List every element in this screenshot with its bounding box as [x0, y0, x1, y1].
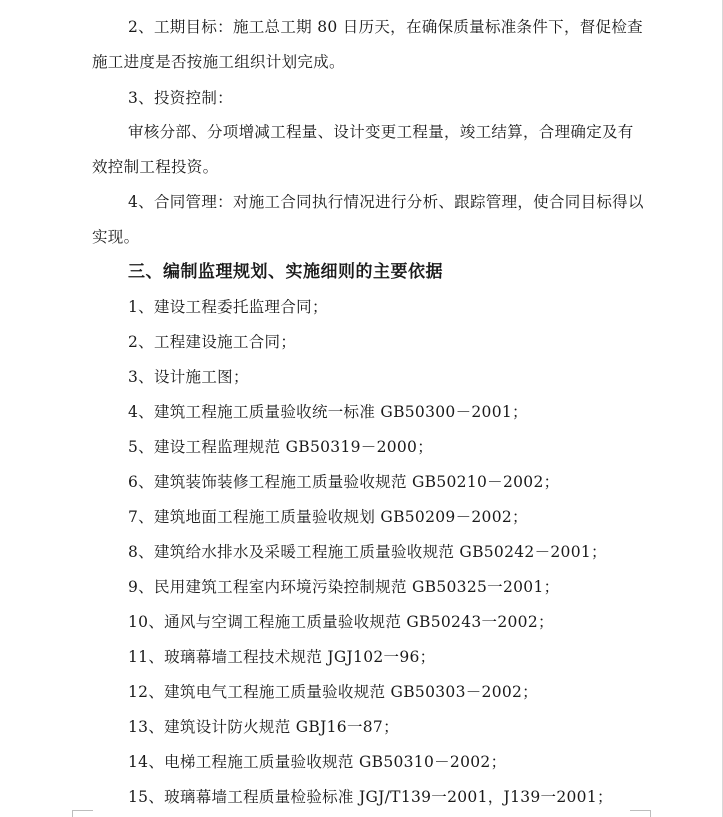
basis-list-item: 6、建筑装饰装修工程施工质量验收规范 GB50210－2002； — [128, 473, 560, 491]
basis-list-item: 10、通风与空调工程施工质量验收规范 GB50243一2002； — [128, 613, 554, 631]
basis-list-item: 12、建筑电气工程施工质量验收规范 GB50303－2002； — [128, 683, 538, 701]
basis-list-item: 1、建设工程委托监理合同； — [128, 298, 328, 316]
basis-list-item: 5、建设工程监理规范 GB50319－2000； — [128, 438, 434, 456]
basis-list-item: 13、建筑设计防火规范 GBJ16一87； — [128, 718, 399, 736]
paragraph-audit-line1: 审核分部、分项增减工程量、设计变更工程量，竣工结算，合理确定及有 — [128, 123, 634, 141]
paragraph-audit-line2: 效控制工程投资。 — [92, 158, 219, 176]
basis-list-item: 14、电梯工程施工质量验收规范 GB50310－2002； — [128, 753, 507, 771]
paragraph-investment-control: 3、投资控制： — [128, 89, 233, 107]
basis-list-item: 3、设计施工图； — [128, 368, 249, 386]
paragraph-schedule-goal-line1: 2、工期目标：施工总工期 80 日历天，在确保质量标准条件下，督促检查 — [128, 18, 643, 36]
paragraph-contract-management-line1: 4、合同管理：对施工合同执行情况进行分析、跟踪管理，使合同目标得以 — [128, 193, 644, 211]
page-corner-mark-right — [630, 810, 651, 817]
paragraph-contract-management-line2: 实现。 — [92, 228, 140, 246]
basis-list-item: 15、玻璃幕墙工程质量检验标准 JGJ/T139一2001，J139一2001； — [128, 788, 613, 806]
basis-list-item: 9、民用建筑工程室内环境污染控制规范 GB50325一2001； — [128, 578, 560, 596]
section-heading: 三、编制监理规划、实施细则的主要依据 — [128, 262, 443, 282]
basis-list-item: 11、玻璃幕墙工程技术规范 JGJ102一96； — [128, 648, 436, 666]
basis-list-item: 8、建筑给水排水及采暖工程施工质量验收规范 GB50242－2001； — [128, 543, 607, 561]
page-corner-mark-left — [72, 810, 93, 817]
basis-list-item: 2、工程建设施工合同； — [128, 333, 297, 351]
basis-list-item: 7、建筑地面工程施工质量验收规划 GB50209－2002； — [128, 508, 528, 526]
paragraph-schedule-goal-line2: 施工进度是否按施工组织计划完成。 — [92, 53, 345, 71]
basis-list-item: 4、建筑工程施工质量验收统一标准 GB50300－2001； — [128, 403, 528, 421]
